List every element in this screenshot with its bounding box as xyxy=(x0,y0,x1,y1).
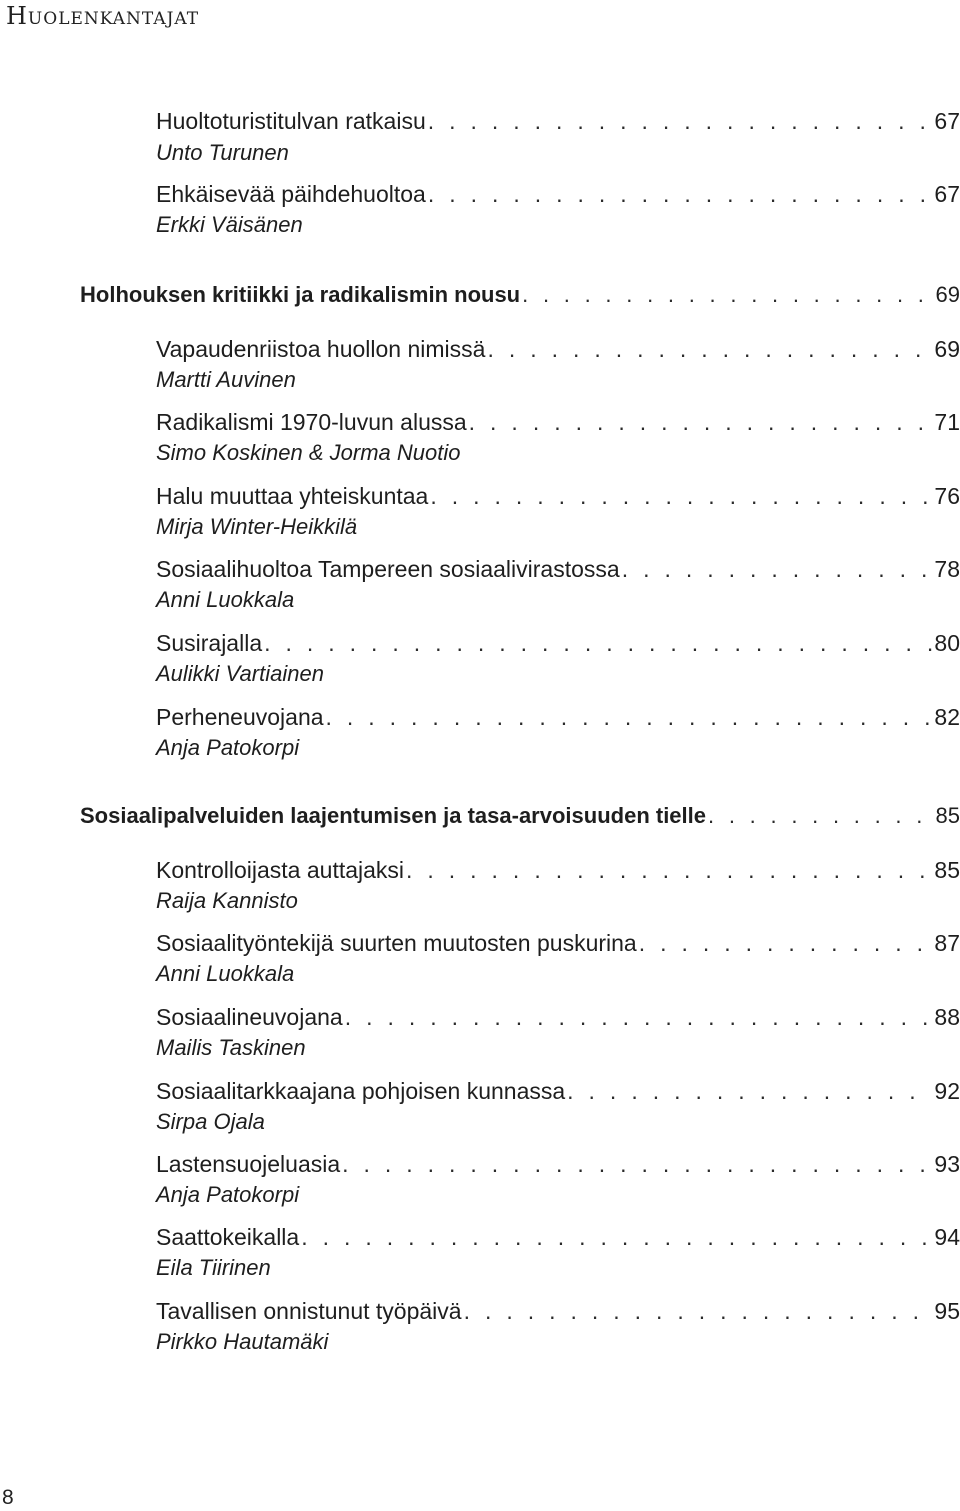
toc-page-number: 94 xyxy=(934,1224,960,1250)
toc-entry[interactable] xyxy=(156,630,960,657)
toc-entry[interactable] xyxy=(156,483,960,510)
toc-entry[interactable] xyxy=(156,409,960,436)
toc-page-number: 95 xyxy=(934,1298,960,1324)
toc-entry[interactable] xyxy=(156,1224,960,1251)
toc-author: Raija Kannisto xyxy=(156,888,298,913)
toc-author: Anja Patokorpi xyxy=(156,1182,300,1207)
toc-entry-title: Sosiaalihuoltoa Tampereen sosiaalivirastossa xyxy=(156,556,620,582)
toc-entry-title: Sosiaalitarkkaajana pohjoisen kunnassa xyxy=(156,1078,566,1104)
toc-section-heading[interactable] xyxy=(80,803,960,829)
toc-dot-leader xyxy=(428,181,933,208)
toc-author: Martti Auvinen xyxy=(156,367,296,392)
toc-entry-title: Lastensuojeluasia xyxy=(156,1151,341,1177)
toc-page-number: 76 xyxy=(934,483,960,509)
page-number: 8 xyxy=(2,1486,14,1509)
toc-entry-title: Sosiaalityöntekijä suurten muutosten puskurina xyxy=(156,930,637,956)
toc-author: Pirkko Hautamäki xyxy=(156,1329,329,1354)
toc-entry-title: Sosiaalineuvojana xyxy=(156,1004,343,1030)
toc-entry-title: Ehkäisevää päihdehuoltoa xyxy=(156,181,426,207)
toc-entry-title: Perheneuvojana xyxy=(156,704,324,730)
toc-entry[interactable] xyxy=(156,108,960,135)
toc-page-number: 78 xyxy=(934,556,960,582)
toc-author: Mirja Winter-Heikkilä xyxy=(156,514,358,539)
toc-dot-leader xyxy=(469,409,933,436)
toc-page-number: 85 xyxy=(934,857,960,883)
toc-author: Sirpa Ojala xyxy=(156,1109,265,1134)
toc-page-number: 88 xyxy=(934,1004,960,1030)
toc-entry[interactable] xyxy=(156,1151,960,1178)
toc-dot-leader xyxy=(622,556,933,583)
toc-author: Simo Koskinen & Jorma Nuotio xyxy=(156,440,461,465)
toc-page-number: 82 xyxy=(934,704,960,730)
toc-page-number: 93 xyxy=(934,1151,960,1177)
toc-dot-leader xyxy=(639,930,933,957)
toc-entry[interactable] xyxy=(156,556,960,583)
toc-dot-leader xyxy=(487,336,932,363)
toc-entry-title: Kontrolloijasta auttajaksi xyxy=(156,857,405,883)
toc-entry[interactable] xyxy=(156,336,960,363)
toc-page-number: 92 xyxy=(934,1078,960,1104)
toc-entry[interactable] xyxy=(156,181,960,208)
toc-author: Unto Turunen xyxy=(156,140,289,165)
toc-entry-title: Huoltoturistitulvan ratkaisu xyxy=(156,108,426,134)
toc-entry[interactable] xyxy=(156,704,960,731)
toc-author: Erkki Väisänen xyxy=(156,212,303,237)
toc-entry-title: Radikalismi 1970-luvun alussa xyxy=(156,409,467,435)
toc-entry[interactable] xyxy=(156,1078,960,1105)
toc-entry[interactable] xyxy=(156,857,960,884)
toc-entry[interactable] xyxy=(156,1298,960,1325)
toc-dot-leader xyxy=(342,1151,932,1178)
toc-entry-title: Saattokeikalla xyxy=(156,1224,300,1250)
toc-dot-leader xyxy=(567,1078,932,1105)
toc-page-number: 69 xyxy=(935,282,960,307)
toc-page-number: 69 xyxy=(934,336,960,362)
toc-entry[interactable] xyxy=(156,930,960,957)
toc-dot-leader xyxy=(428,108,933,135)
toc-author: Anni Luokkala xyxy=(156,961,295,986)
toc-author: Anja Patokorpi xyxy=(156,735,300,760)
toc-section-title: Holhouksen kritiikki ja radikalismin nousu xyxy=(80,282,521,307)
toc-entry[interactable] xyxy=(156,1004,960,1031)
toc-section-heading[interactable] xyxy=(80,282,960,308)
toc-dot-leader xyxy=(464,1298,933,1325)
toc-page-number: 80 xyxy=(934,630,960,656)
toc-page-number: 87 xyxy=(934,930,960,956)
toc-page-number: 67 xyxy=(934,181,960,207)
toc-author: Eila Tiirinen xyxy=(156,1255,271,1280)
toc-author: Mailis Taskinen xyxy=(156,1035,306,1060)
toc-dot-leader xyxy=(264,630,932,657)
toc-entry-title: Vapaudenriistoa huollon nimissä xyxy=(156,336,486,362)
toc-author: Anni Luokkala xyxy=(156,587,295,612)
toc-page-number: 71 xyxy=(934,409,960,435)
toc-dot-leader xyxy=(708,803,934,829)
toc-page-number: 67 xyxy=(934,108,960,134)
toc-author: Aulikki Vartiainen xyxy=(156,661,324,686)
toc-entry-title: Susirajalla xyxy=(156,630,263,656)
toc-entry-title: Tavallisen onnistunut työpäivä xyxy=(156,1298,462,1324)
toc-dot-leader xyxy=(430,483,932,510)
running-head: Huolenkantajat xyxy=(6,2,200,30)
toc-dot-leader xyxy=(301,1224,932,1251)
toc-entry-title: Halu muuttaa yhteiskuntaa xyxy=(156,483,429,509)
toc-dot-leader xyxy=(326,704,933,731)
toc-dot-leader xyxy=(522,282,933,308)
toc-section-title: Sosiaalipalveluiden laajentumisen ja tasa-arvoisuuden tielle xyxy=(80,803,707,828)
toc-page-number: 85 xyxy=(935,803,960,828)
toc-dot-leader xyxy=(345,1004,933,1031)
toc-dot-leader xyxy=(406,857,932,884)
